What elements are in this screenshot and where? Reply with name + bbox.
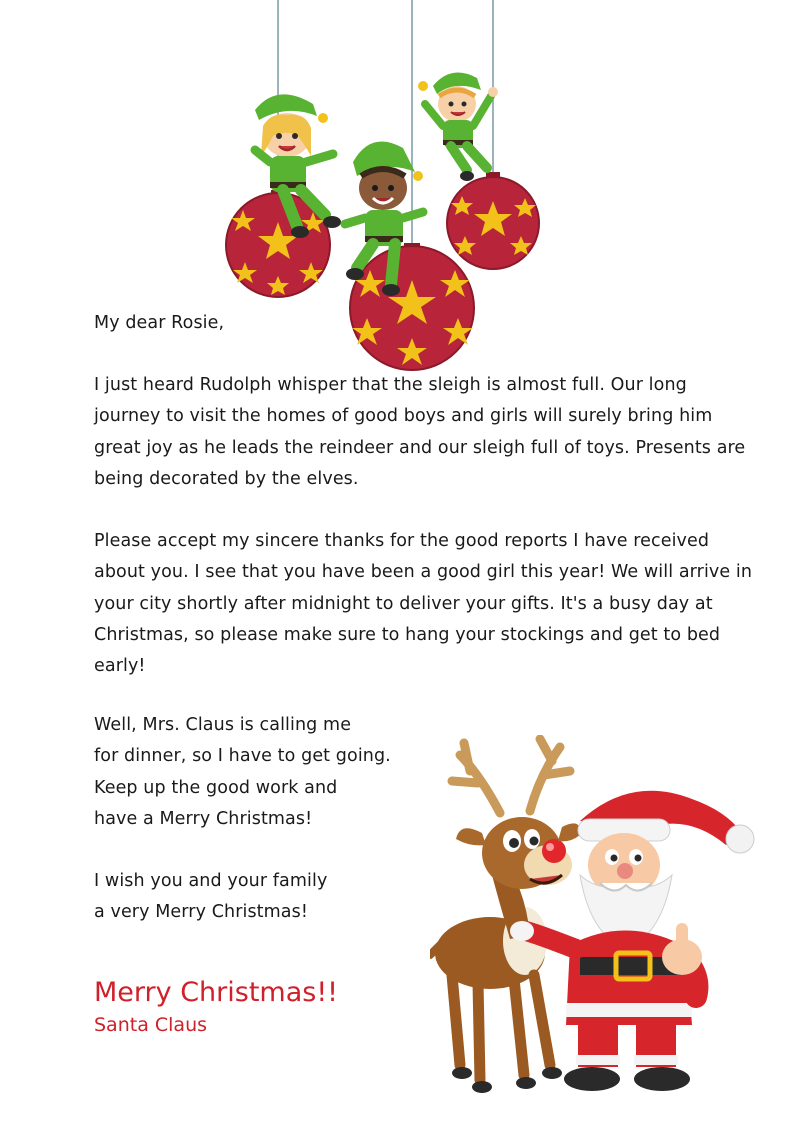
text-line: I wish you and your family — [94, 871, 328, 891]
greeting — [94, 308, 224, 339]
text-line: great joy as he leads the reindeer and our sleigh full of toys. Presents are — [94, 437, 746, 458]
text-line: Keep up the good work and — [94, 777, 338, 798]
paragraph-4 — [94, 866, 327, 929]
paragraph-2 — [94, 526, 752, 682]
paragraph-3 — [94, 710, 391, 835]
text-line: your city shortly after midnight to deliver your gifts. It's a busy day at — [94, 593, 713, 614]
text-line: Christmas, so please make sure to hang your stockings and get to bed — [94, 624, 721, 645]
text-line: for dinner, so I have to get going. — [94, 746, 391, 767]
santa-and-rudolph-illustration — [430, 735, 760, 1110]
text-line: a very Merry Christmas! — [94, 902, 308, 923]
text-line: I just heard Rudolph whisper that the sleigh is almost full. Our long — [94, 375, 687, 395]
text-line: Well, Mrs. Claus is calling me — [94, 715, 352, 735]
paragraph-1 — [94, 370, 745, 495]
closing-merry-christmas: Merry Christmas!! — [94, 977, 338, 1008]
text-line: early! — [94, 656, 146, 677]
ornament-right — [447, 172, 539, 269]
reindeer-antlers — [452, 739, 570, 813]
text-line: about you. I see that you have been a good girl this year! We will arrive in — [94, 562, 753, 583]
text-line: Please accept my sincere thanks for the good reports I have received — [94, 531, 710, 551]
text-line: journey to visit the homes of good boys and girls will surely bring him — [94, 406, 713, 427]
signature-santa-claus: Santa Claus — [94, 1014, 208, 1036]
reindeer-rudolph — [430, 817, 580, 1093]
elf-right — [418, 73, 498, 181]
text-line: being decorated by the elves. — [94, 468, 359, 489]
text-line: have a Merry Christmas! — [94, 808, 313, 829]
greeting-line: My dear Rosie, — [94, 313, 225, 333]
ornament-center — [350, 243, 474, 370]
ornaments-with-elves-illustration — [215, 0, 555, 375]
